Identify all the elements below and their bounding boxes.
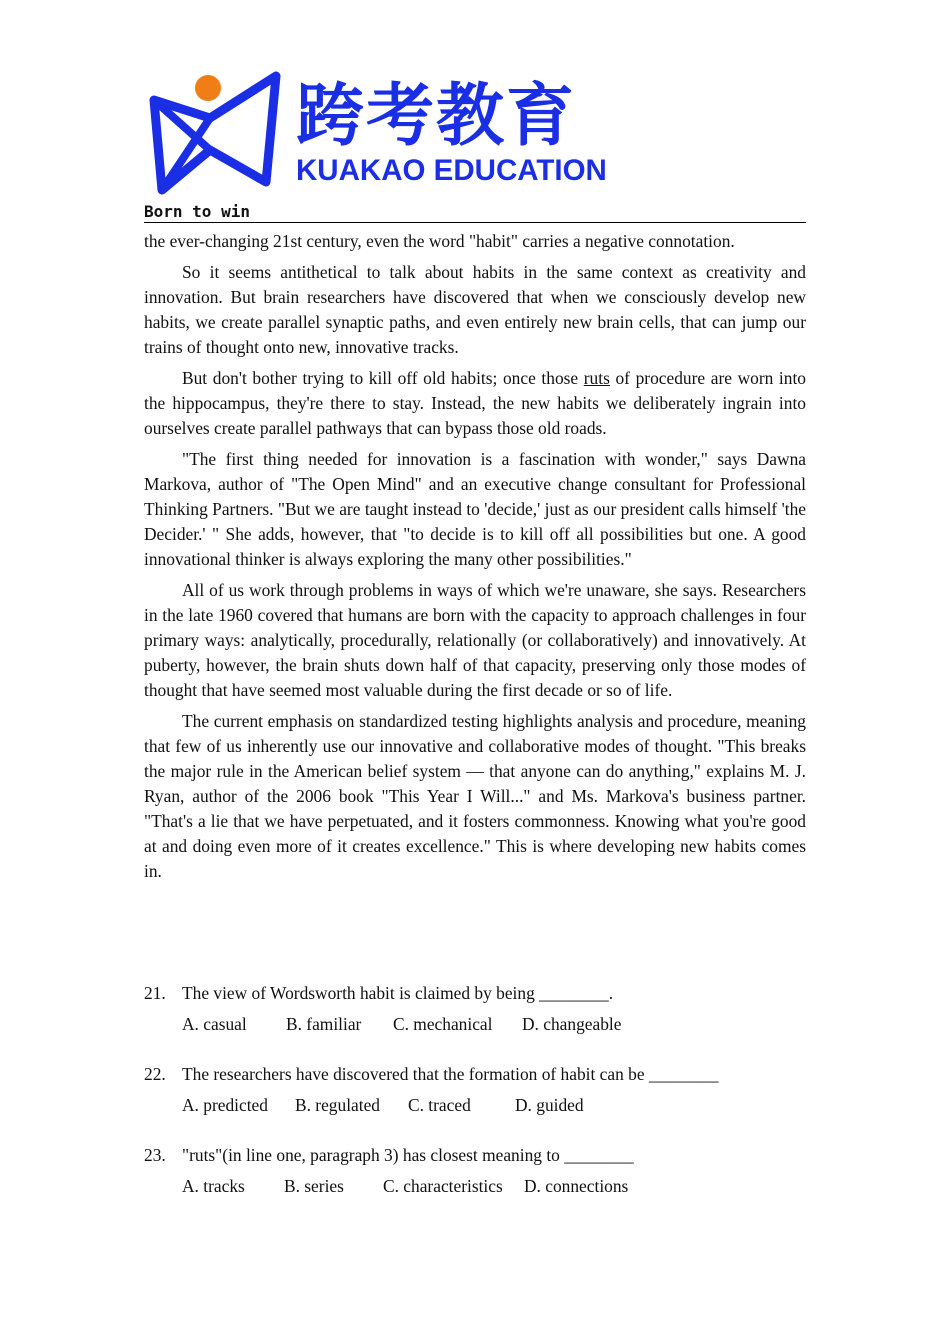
answer-options [182,1174,806,1199]
company-logo [148,70,608,195]
question-number: 22. [144,1064,166,1084]
answer-options [182,1012,806,1037]
paragraph-text: But don't bother trying to kill off old habits; once those [182,368,584,388]
reading-passage [144,229,806,890]
question-stem: "ruts"(in line one, paragraph 3) has closest meaning to ________ [182,1145,634,1165]
page-header [144,200,806,223]
option-d: D. changeable [522,1014,622,1034]
paragraph: "The first thing needed for innovation is a fascination with wonder," says Dawna Markova, author of "The Open Mind" and an executive change consultant for Professional Thinking Partners. "But we are taught instead to 'decide,' just as our president calls himself 'the Decider.' " She adds, however, that "to decide is to kill off all possibilities but one. A good innovational thinker is always exploring the many other possibilities." [144,449,806,569]
question [144,1143,806,1199]
option-c: C. characteristics [383,1176,503,1196]
option-c: C. mechanical [393,1014,493,1034]
paragraph: The current emphasis on standardized testing highlights analysis and procedure, meaning that few of us inherently use our innovative and collaborative modes of thought. "This breaks the major rule in the American belief system — that anyone can do anything," explains M. J. Ryan, author of the 2006 book "This Year I Will..." and Ms. Markova's business partner. "That's a lie that we have perpetuated, and it fosters commonness. Knowing what you're good at and doing even more of it creates excellence." This is where developing new habits comes in. [144,711,806,881]
underlined-word: ruts [583,368,610,388]
option-a: A. casual [182,1014,247,1034]
option-b: B. familiar [286,1014,362,1034]
question-list [144,981,806,1224]
logo-english-name: KUAKAO EDUCATION [296,154,607,187]
paragraph-text: of procedure are worn into the hippocampus, they're there to stay. Instead, the new habits we deliberately ingrain into ourselves create parallel pathways that can bypass those old roads. [144,368,806,438]
option-b: B. series [284,1176,344,1196]
question-stem: The view of Wordsworth habit is claimed by being ________. [182,983,614,1003]
option-c: C. traced [408,1095,471,1115]
option-d: D. connections [524,1176,629,1196]
option-a: A. tracks [182,1176,245,1196]
option-d: D. guided [515,1095,584,1115]
question-number: 21. [144,983,166,1003]
header-slogan: Born to win [144,202,250,221]
paragraph: All of us work through problems in ways of which we're unaware, she says. Researchers in the late 1960 covered that humans are born with the capacity to approach challenges in four primary ways: analytically, procedurally, relationally (or collaboratively) and innovatively. At puberty, however, the brain shuts down half of that capacity, preserving only those modes of thought that have seemed most valuable during the first decade or so of life. [144,580,806,700]
paragraph: So it seems antithetical to talk about habits in the same context as creativity and innovation. But brain researchers have discovered that when we consciously develop new habits, we create parallel synaptic paths, and even entirely new brain cells, that can jump our trains of thought onto new, innovative tracks. [144,262,806,357]
answer-options [182,1093,806,1118]
logo-chinese-name: 跨考教育 [296,77,577,156]
question [144,1062,806,1118]
option-b: B. regulated [295,1095,380,1115]
paragraph-continued: the ever-changing 21st century, even the word "habit" carries a negative connotation. [144,231,735,251]
question-stem: The researchers have discovered that the formation of habit can be ________ [182,1064,719,1084]
kuakao-logo-icon [148,70,288,195]
option-a: A. predicted [182,1095,268,1115]
paragraph-ruts [144,366,806,441]
question [144,981,806,1037]
question-number: 23. [144,1145,166,1165]
